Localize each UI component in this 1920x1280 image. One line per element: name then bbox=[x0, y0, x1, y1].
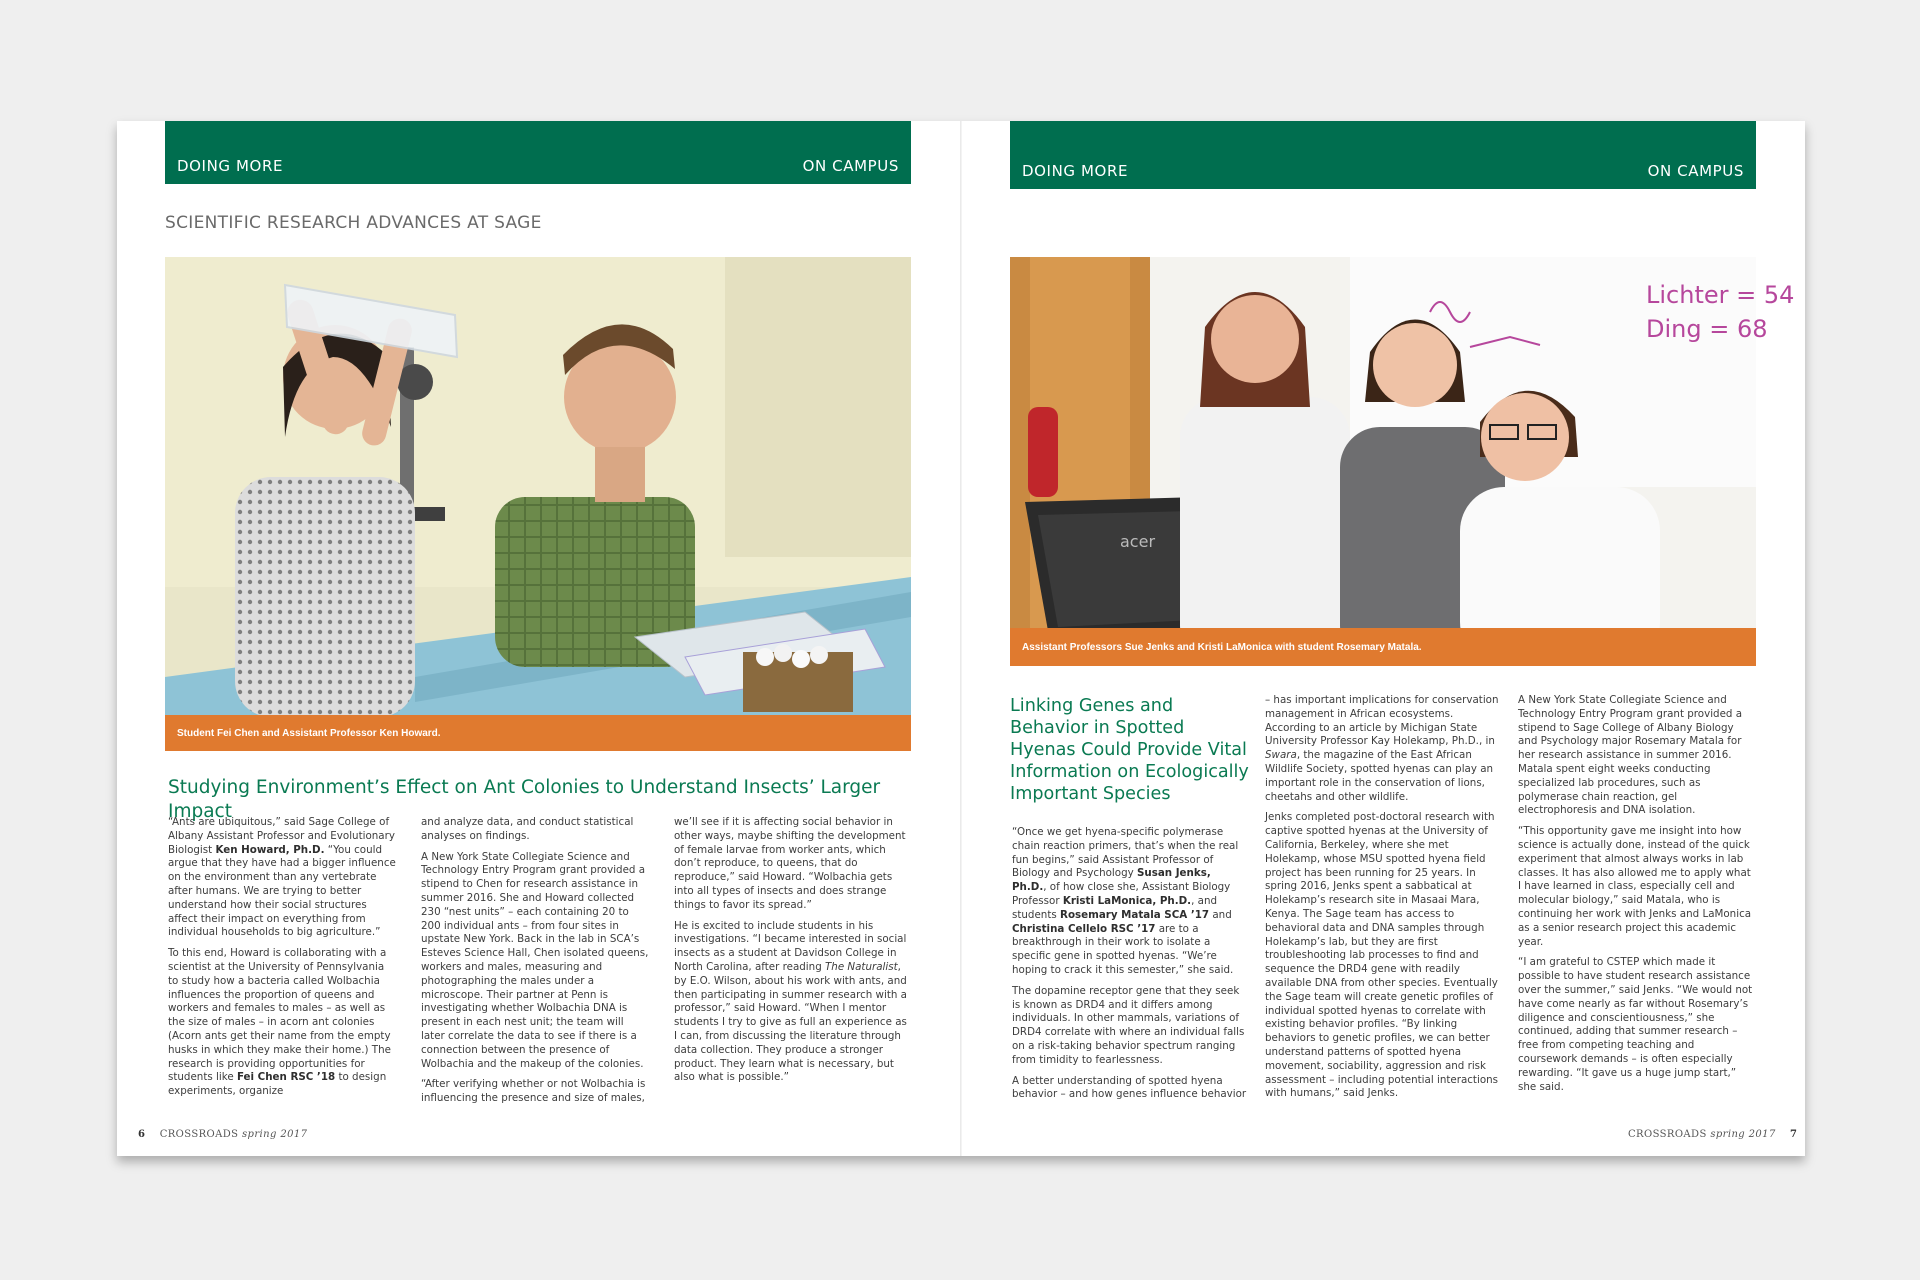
article-column bbox=[674, 816, 911, 1092]
body-paragraph: “Once we get hyena-specific polymerase chain reaction primers, that’s when the real fun begins,” said Assistant Professor of Biology and Psychology Susan Jenks, Ph.D., of how close she, Assistant Biology Professor Kristi LaMonica, Ph.D., and students Rosemary Matala SCA ’17 and Christina Cellelo RSC ’17 are to a breakthrough in their work to isolate a specific gene in spotted hyenas. “We’re hoping to crack it this semester,” she said. bbox=[1012, 826, 1239, 976]
body-paragraph: “I am grateful to CSTEP which made it possible to have student research assistance over the summer,” said Jenks. “We would not have come nearly as far without Rosemary’s diligence and conscientiousness,” she continued, adding that summer research – free from competing teaching and coursework demands – is often especially rewarding. “It gave us a huge jump start,” she said. bbox=[1518, 956, 1753, 1093]
body-paragraph: – has important implications for conservation management in African ecosystems. According to an article by Michigan State University Professor Kay Holekamp, Ph.D., in Swara, the magazine of the East African Wildlife Society, spotted hyenas can play an important role in the conservation of lions, cheetahs and other wildlife. bbox=[1265, 694, 1499, 803]
publication-name: CROSSROADS bbox=[159, 1129, 239, 1140]
article-column bbox=[168, 816, 397, 1106]
body-paragraph: and analyze data, and conduct statistical analyses on findings. bbox=[421, 816, 634, 842]
page-footer bbox=[1628, 1129, 1797, 1140]
whiteboard-text: Ding = 68 bbox=[1646, 315, 1768, 343]
body-paragraph: “After verifying whether or not Wolbachia is influencing the presence and size of males, bbox=[421, 1078, 646, 1105]
lab-photo-illustration bbox=[165, 257, 911, 751]
issue-label: spring 2017 bbox=[242, 1129, 308, 1140]
photo-caption: Assistant Professors Sue Jenks and Kristi LaMonica with student Rosemary Matala. bbox=[1010, 628, 1756, 666]
body-paragraph: Jenks completed post-doctoral research with captive spotted hyenas at the University of California, Berkeley, where she met Holekamp, whose MSU spotted hyena field project has been running for 25 years. In spring 2016, Jenks spent a sabbatical at Holekamp’s research site in Masaai Mara, Kenya. The Sage team has access to behavioral data and DNA samples through Holekamp’s lab, but they are first troubleshooting lab processes to find and sequence the DRD4 gene with readily available DNA from other species. Eventually the Sage team will create genetic profiles of individual spotted hyenas to correlate with existing behavior profiles. “By linking behaviors to genetic profiles, we can better understand patterns of spotted hyena movement, sociability, aggression and risk assessment – including potential interactions with humans,” said Jenks. bbox=[1265, 811, 1499, 1100]
right-section-band bbox=[1010, 121, 1756, 189]
left-photo bbox=[165, 257, 911, 751]
publication-name: CROSSROADS bbox=[1628, 1129, 1707, 1140]
article-column bbox=[1265, 694, 1500, 1108]
section-title: SCIENTIFIC RESEARCH ADVANCES AT SAGE bbox=[165, 213, 542, 233]
article-column bbox=[1518, 694, 1756, 1101]
article-column bbox=[421, 816, 650, 1113]
body-paragraph: A New York State Collegiate Science and Technology Entry Program grant provided a stipend to Chen for research assistance in summer 2016. She and Howard collected 230 “nest units” – each containing 20 to 200 individual ants – from four sites in upstate New York. Back in the lab in SCA’s Esteves Science Hall, Chen isolated queens, workers and males, measuring and photographing the males under a microscope. Their partner at Penn is investigating whether Wolbachia DNA is present in each nest unit; the team will later correlate the data to see if there is a connection between the presence of Wolbachia and the makeup of the colonies. bbox=[421, 850, 649, 1070]
body-paragraph: “This opportunity gave me insight into how science is actually done, instead of the quick experiment that almost always works in lab classes. It has also allowed me to apply what I have learned in class, especially cell and molecular biology,” said Matala, who is continuing her work with Jenks and LaMonica as a senior research project this academic year. bbox=[1518, 825, 1752, 948]
page-number: 7 bbox=[1790, 1129, 1798, 1140]
page-footer bbox=[138, 1129, 307, 1140]
body-paragraph: He is excited to include students in his investigations. “I became interested in social insects as a student at Davidson College in North Carolina, after reading The Naturalist, by E.O. Wilson, about his work with ants, and then participating in summer research with a professor,” said Howard. “When I mentor students I try to give as full an experience as I can, from discussing the literature through data collection. They produce a stronger product. They learn what is necessary, but also what is possible.” bbox=[674, 919, 907, 1084]
article-headline: Studying Environment’s Effect on Ant Colonies to Understand Insects’ Larger Impact bbox=[168, 777, 881, 822]
body-paragraph: we’ll see if it is affecting social behavior in other ways, maybe shifting the development of female larvae from worker ants, which don’t reproduce, to queens, that do reproduce,” said Howard. “Wolbachia gets into all types of insects and does strange things to favor its spread.” bbox=[674, 816, 906, 911]
lab-group-photo-illustration bbox=[1010, 257, 1795, 666]
right-photo bbox=[1010, 257, 1795, 666]
photo-caption: Student Fei Chen and Assistant Professor Ken Howard. bbox=[165, 715, 911, 751]
spine-gutter bbox=[960, 121, 962, 1156]
page-number: 6 bbox=[138, 1129, 146, 1140]
article-column bbox=[1012, 826, 1247, 1109]
left-section-band bbox=[165, 121, 911, 184]
monitor-brand: acer bbox=[1120, 532, 1156, 551]
band-label-left: DOING MORE bbox=[1022, 162, 1129, 180]
band-label-right: ON CAMPUS bbox=[802, 157, 899, 175]
body-paragraph: The dopamine receptor gene that they seek is known as DRD4 and it differs among individuals. In other mammals, variations of DRD4 correlate with where an individual falls on a risk-taking behavior spectrum ranging from timidity to fearlessness. bbox=[1012, 984, 1245, 1066]
band-label-left: DOING MORE bbox=[177, 157, 284, 175]
issue-label: spring 2017 bbox=[1710, 1129, 1776, 1140]
body-paragraph: “Ants are ubiquitous,” said Sage College of Albany Assistant Professor and Evolutionary Biologist Ken Howard, Ph.D. “You could argue that they have had a bigger influence on the environment than any vertebrate after humans. We are trying to better understand how their social structures affect their impact on everything from individual households to big agriculture.” bbox=[168, 816, 396, 939]
article-headline: Linking Genes and Behavior in Spotted Hyenas Could Provide Vital Information on Ecologically Important Species bbox=[1010, 696, 1249, 804]
band-label-right: ON CAMPUS bbox=[1647, 162, 1744, 180]
body-paragraph: To this end, Howard is collaborating with a scientist at the University of Pennsylvania to study how a bacteria called Wolbachia influences the proportion of queens and workers and females to males – as well as the size of males – in acorn ant colonies (Acorn ants get their name from the empty husks in which they make their home.) The research is providing opportunities for students like Fei Chen RSC ’18 to design experiments, organize bbox=[168, 947, 391, 1098]
body-paragraph: A better understanding of spotted hyena behavior – and how genes influence behavior bbox=[1012, 1074, 1247, 1101]
body-paragraph: A New York State Collegiate Science and Technology Entry Program grant provided a stipend to Sage College of Albany Biology and Psychology major Rosemary Matala for her research assistance in summer 2016. Matala spent eight weeks conducting specialized lab procedures, such as polymerase chain reaction, gel electrophoresis and DNA isolation. bbox=[1518, 694, 1743, 817]
whiteboard-text: Lichter = 54 bbox=[1646, 281, 1795, 309]
